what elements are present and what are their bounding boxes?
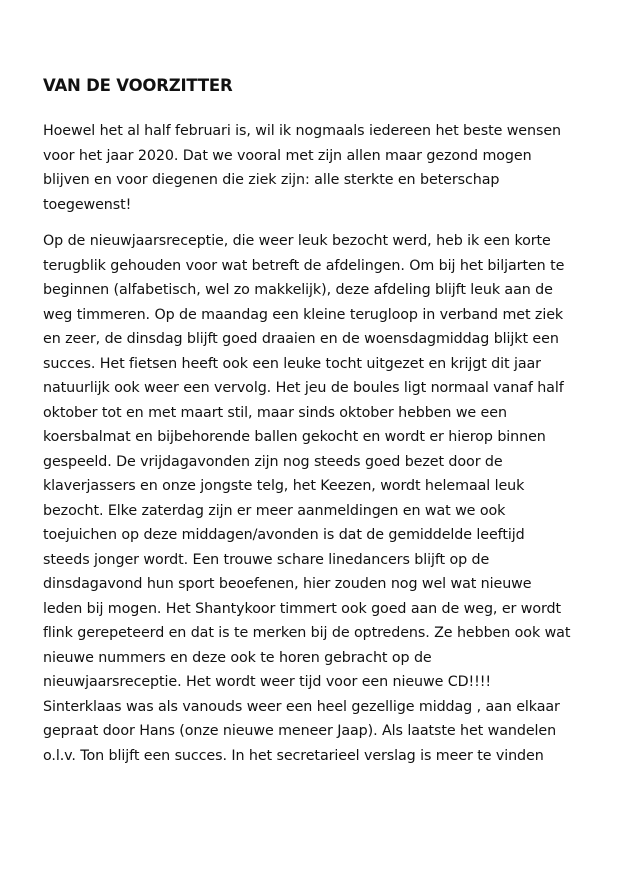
text-line: terugblik gehouden voor wat betreft de afdelingen. Om bij het biljarten te [43, 257, 565, 274]
text-line: flink gerepeteerd en dat is te merken bij de optredens. Ze hebben ook wat [43, 625, 571, 641]
text-line: weg timmeren. Op de maandag een kleine terugloop in verband met ziek [43, 306, 564, 323]
text-line: toegewenst! [43, 196, 132, 213]
text-line: Sinterklaas was als vanouds weer een heel gezellige middag , aan elkaar [43, 698, 560, 715]
text-line: nieuwe nummers en deze ook te horen gebracht op de [43, 649, 432, 666]
text-line: gespeeld. De vrijdagavonden zijn nog steeds goed bezet door de [43, 453, 503, 470]
text-line: bezocht. Elke zaterdag zijn er meer aanmeldingen en wat we ook [43, 502, 506, 519]
text-line: gepraat door Hans (onze nieuwe meneer Jaap). Als laatste het wandelen [43, 723, 557, 739]
text-line: natuurlijk ook weer een vervolg. Het jeu de boules ligt normaal vanaf half [43, 380, 564, 396]
text-line: voor het jaar 2020. Dat we vooral met zijn allen maar gezond mogen [43, 147, 532, 164]
text-line: dinsdagavond hun sport beoefenen, hier zouden nog wel wat nieuwe [43, 576, 532, 592]
text-line: beginnen (alfabetisch, wel zo makkelijk), deze afdeling blijft leuk aan de [43, 282, 553, 298]
text-line: steeds jonger wordt. Een trouwe schare linedancers blijft op de [43, 551, 490, 568]
text-line: koersbalmat en bijbehorende ballen gekocht en wordt er hierop binnen [43, 429, 546, 445]
text-line: Op de nieuwjaarsreceptie, die weer leuk bezocht werd, heb ik een korte [43, 233, 551, 249]
text-line: leden bij mogen. Het Shantykoor timmert ook goed aan de weg, er wordt [43, 600, 561, 617]
text-line: oktober tot en met maart stil, maar sinds oktober hebben we een [43, 404, 507, 421]
document-page [43, 72, 603, 768]
text-line: o.l.v. Ton blijft een succes. In het secretarieel verslag is meer te vinden [43, 747, 544, 764]
text-line: nieuwjaarsreceptie. Het wordt weer tijd voor een nieuwe CD!!!! [43, 674, 492, 690]
page-title: VAN DE VOORZITTER [43, 76, 233, 95]
text-line: Hoewel het al half februari is, wil ik nogmaals iedereen het beste wensen [43, 123, 561, 139]
text-line: blijven en voor diegenen die ziek zijn: alle sterkte en beterschap [43, 172, 500, 188]
text-line: toejuichen op deze middagen/avonden is dat de gemiddelde leeftijd [43, 527, 525, 543]
text-line: klaverjassers en onze jongste telg, het Keezen, wordt helemaal leuk [43, 478, 525, 494]
text-line: succes. Het fietsen heeft ook een leuke tocht uitgezet en krijgt dit jaar [43, 355, 541, 372]
text-line: en zeer, de dinsdag blijft goed draaien en de woensdagmiddag blijkt een [43, 331, 559, 347]
paragraph-greeting [43, 119, 603, 217]
paragraph-review [43, 229, 603, 768]
